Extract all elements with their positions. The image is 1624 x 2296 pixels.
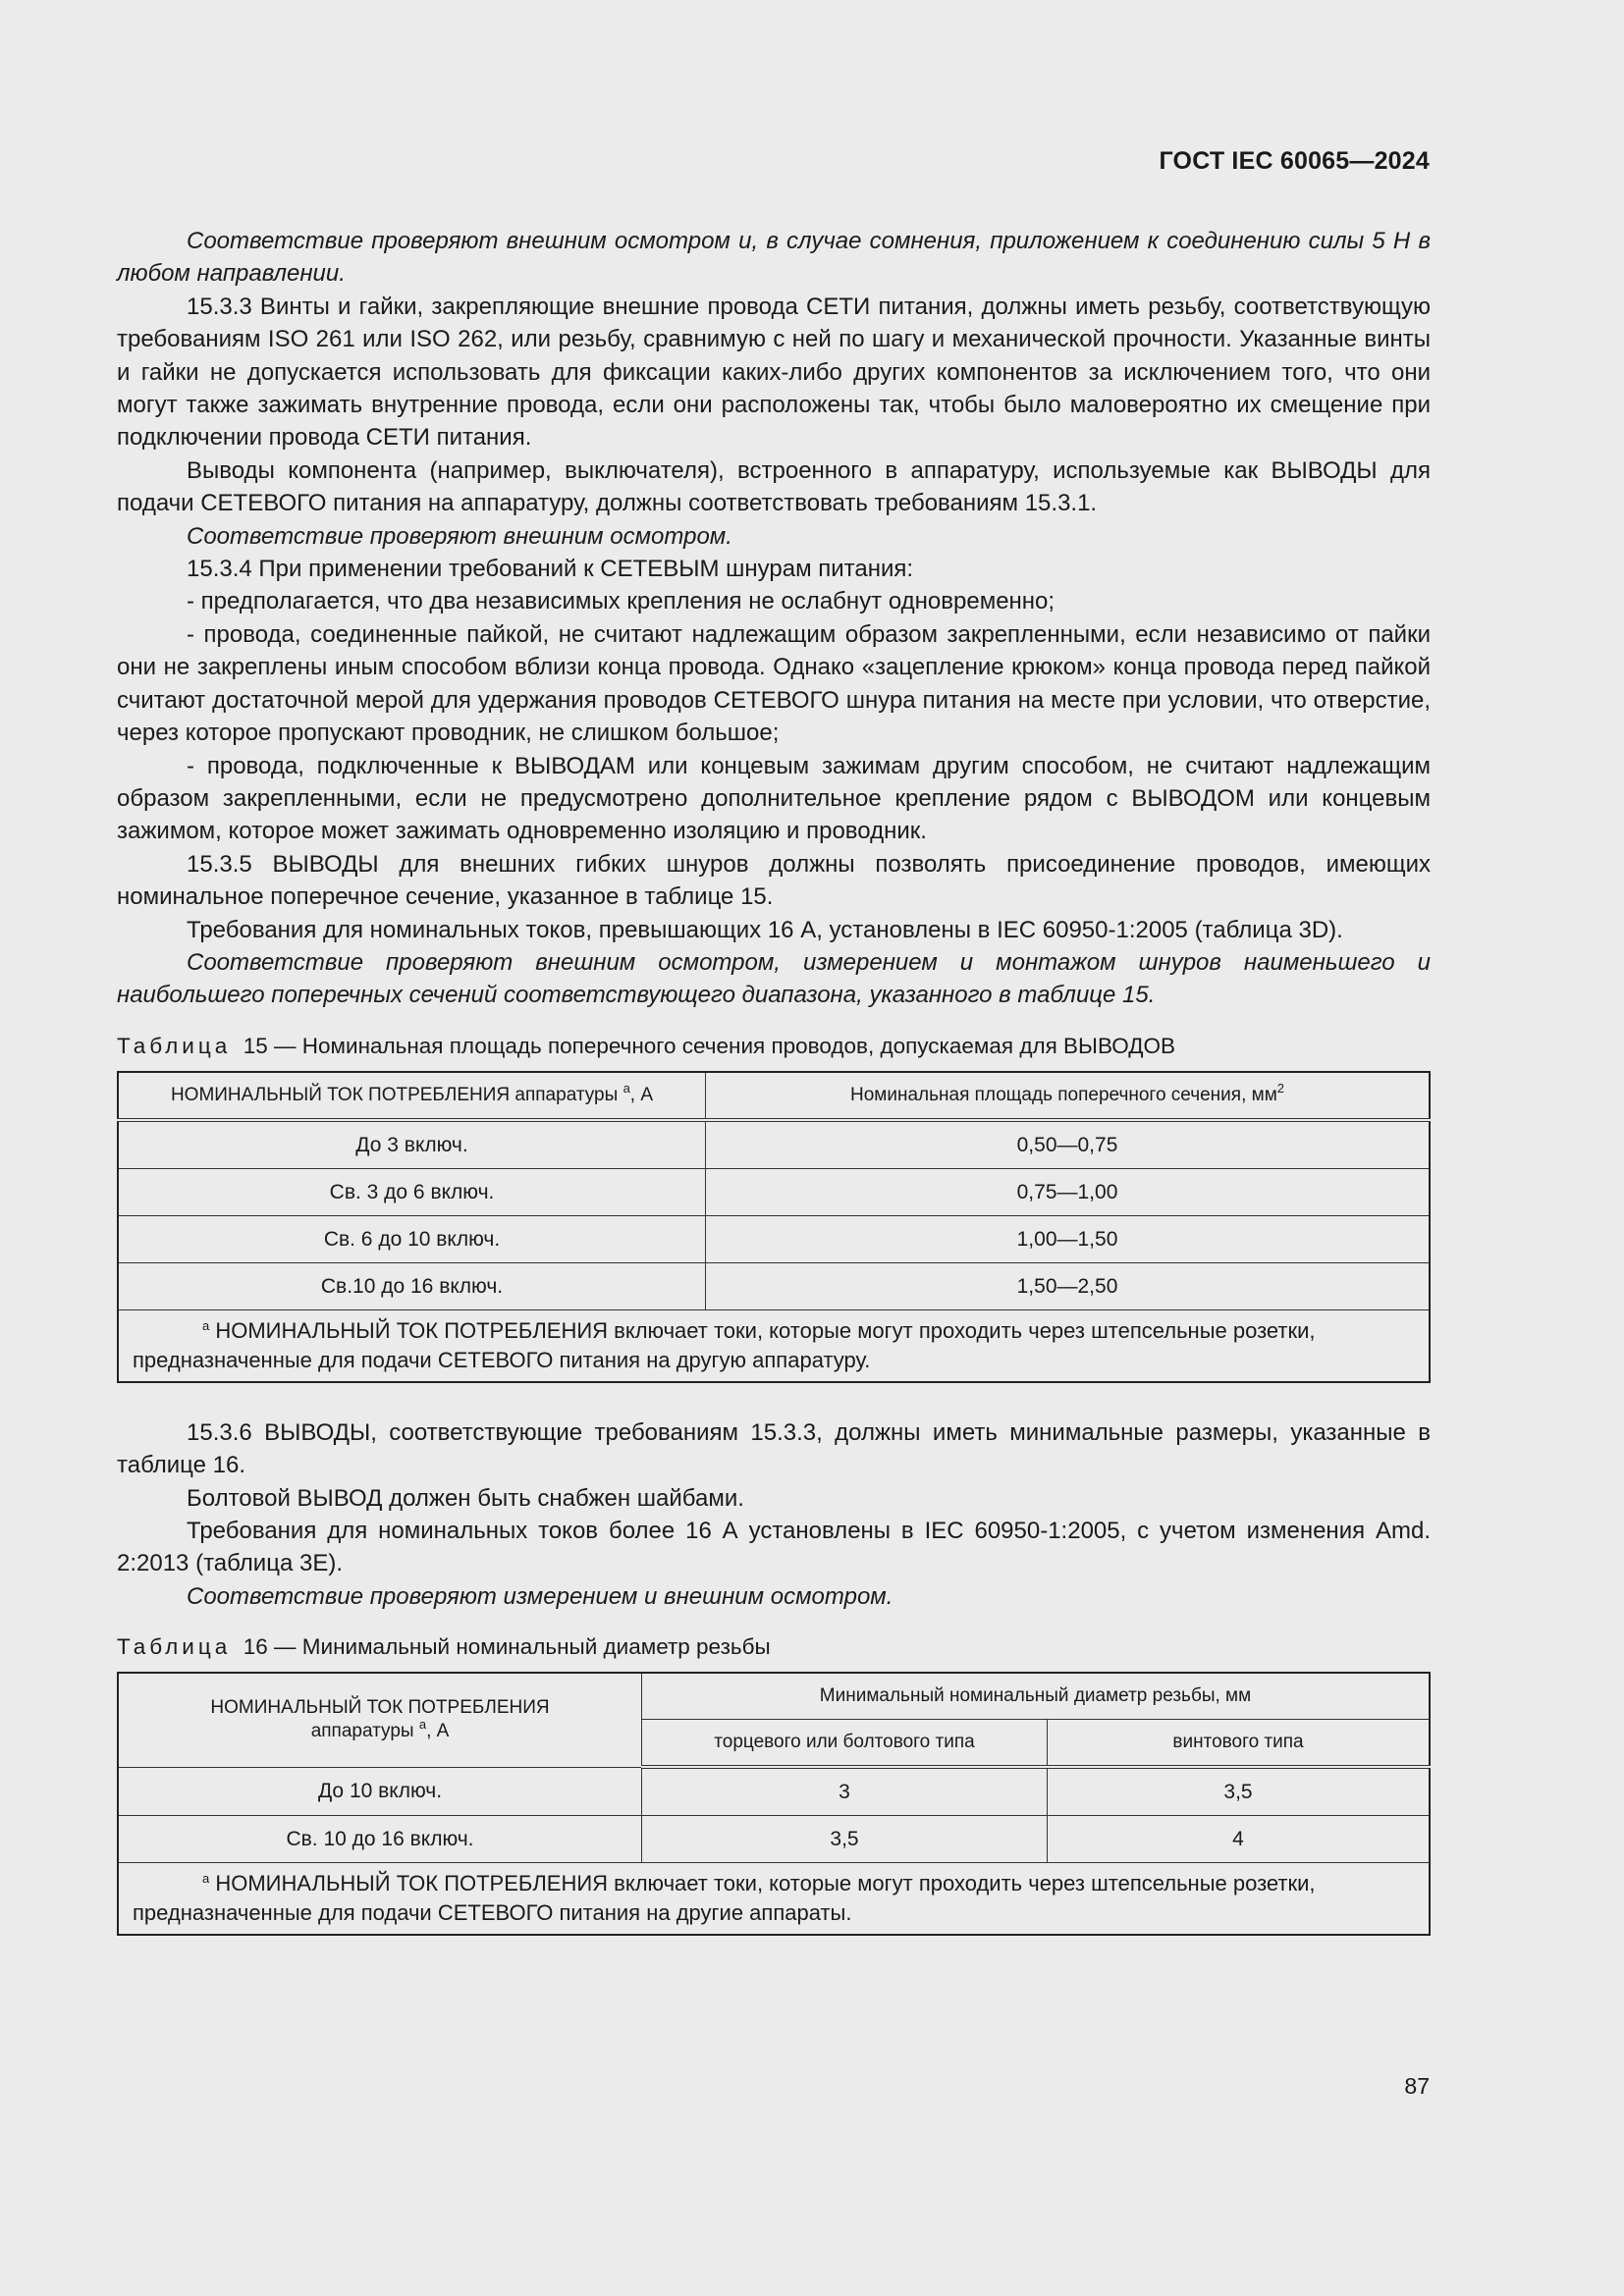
table-row bbox=[118, 1767, 1430, 1816]
table-header-cell: НОМИНАЛЬНЫЙ ТОК ПОТРЕБЛЕНИЯ аппаратуры $^a$, А bbox=[118, 1072, 706, 1120]
table-header-cell: винтового типа bbox=[1048, 1720, 1431, 1768]
table-row bbox=[118, 1816, 1430, 1863]
table-16-caption bbox=[117, 1632, 1431, 1662]
table-row bbox=[118, 1168, 1430, 1215]
paragraph: 15.3.5 ВЫВОДЫ для внешних гибких шнуров должны позволять присоединение проводов, имеющих номинальное поперечное сечение, указанное в таблице 15. bbox=[117, 850, 1431, 911]
table-cell: 3,5 bbox=[642, 1816, 1048, 1863]
page-content bbox=[117, 225, 1431, 1936]
page-number: 87 bbox=[1404, 2073, 1430, 2099]
table-header-cell: НОМИНАЛЬНЫЙ ТОК ПОТРЕБЛЕНИЯ аппаратуры $^a$, А bbox=[118, 1673, 642, 1767]
table-body bbox=[118, 1767, 1430, 1863]
paragraph-group-b bbox=[117, 1416, 1431, 1613]
table-cell: Св. 10 до 16 включ. bbox=[118, 1816, 642, 1863]
table-cell: 3,5 bbox=[1048, 1767, 1431, 1816]
table-15-caption bbox=[117, 1032, 1431, 1061]
paragraph: Соответствие проверяют измерением и внешним осмотром. bbox=[187, 1582, 893, 1610]
table-cell: 1,50—2,50 bbox=[706, 1262, 1431, 1309]
table-cell: Св.10 до 16 включ. bbox=[118, 1262, 706, 1309]
table-caption-text: 15 — Номинальная площадь поперечного сечения проводов, допускаемая для ВЫВОДОВ bbox=[243, 1033, 1175, 1058]
table-cell: До 10 включ. bbox=[118, 1767, 642, 1816]
table-caption-text: 16 — Минимальный номинальный диаметр резьбы bbox=[243, 1634, 771, 1660]
table-header-cell: Минимальный номинальный диаметр резьбы, мм bbox=[642, 1673, 1431, 1720]
paragraph: 15.3.4 При применении требований к СЕТЕВЫМ шнурам питания: bbox=[187, 556, 914, 583]
paragraph: Болтовой ВЫВОД должен быть снабжен шайбами. bbox=[187, 1484, 744, 1512]
table-cell: До 3 включ. bbox=[118, 1120, 706, 1169]
table-row bbox=[118, 1215, 1430, 1262]
paragraph: - провода, соединенные пайкой, не считают надлежащим образом закрепленными, если независимо от пайки они не закреплены иным способом вблизи конца провода. Однако «зацепление крюком» конца провода перед пайкой считают достаточной мерой для удержания проводов СЕТЕВОГО шнура питания на месте при условии, что отверстие, через которое пропускают проводник, не слишком большое; bbox=[117, 620, 1431, 747]
paragraph-group-a bbox=[117, 225, 1431, 1012]
document-id-header: ГОСТ IEC 60065—2024 bbox=[1159, 147, 1430, 175]
paragraph: Соответствие проверяют внешним осмотром и, в случае сомнения, приложением к соединению силы 5 Н в любом направлении. bbox=[117, 228, 1431, 288]
paragraph: Выводы компонента (например, выключателя), встроенного в аппаратуру, используемые как ВЫВОДЫ для подачи СЕТЕВОГО питания на аппаратуру, должны соответствовать требованиям 15.3.1. bbox=[117, 456, 1431, 517]
table-caption-label: Таблица bbox=[117, 1033, 232, 1058]
table-cell: 0,75—1,00 bbox=[706, 1168, 1431, 1215]
table-cell: Св. 3 до 6 включ. bbox=[118, 1168, 706, 1215]
table-cell: Св. 6 до 10 включ. bbox=[118, 1215, 706, 1262]
table-header-cell: Номинальная площадь поперечного сечения, $мм^2$ bbox=[706, 1072, 1431, 1120]
paragraph: Требования для номинальных токов, превышающих 16 А, установлены в IEC 60950-1:2005 (таблица 3D). bbox=[187, 916, 1343, 943]
paragraph: Соответствие проверяют внешним осмотром. bbox=[187, 522, 732, 550]
table-row bbox=[118, 1262, 1430, 1309]
paragraph: Требования для номинальных токов более 16 А установлены в IEC 60950-1:2005, с учетом изменения Amd. 2:2013 (таблица 3E). bbox=[117, 1517, 1431, 1577]
table-16 bbox=[117, 1672, 1431, 1936]
table-row bbox=[118, 1120, 1430, 1169]
paragraph: 15.3.6 ВЫВОДЫ, соответствующие требованиям 15.3.3, должны иметь минимальные размеры, указанные в таблице 16. bbox=[117, 1418, 1431, 1479]
paragraph: 15.3.3 Винты и гайки, закрепляющие внешние провода СЕТИ питания, должны иметь резьбу, соответствующую требованиям ISO 261 или ISO 262, или резьбу, сравнимую с ней по шагу и механической прочности. Указанные винты и гайки не допускается использовать для фиксации каких-либо других компонентов за исключением того, что они могут также зажимать внутренние провода, если они расположены так, чтобы было маловероятно их смещение при подключении провода СЕТИ питания. bbox=[117, 293, 1431, 452]
paragraph: Соответствие проверяют внешним осмотром, измерением и монтажом шнуров наименьшего и наибольшего поперечных сечений соответствующего диапазона, указанного в таблице 15. bbox=[117, 948, 1431, 1009]
table-caption-label: Таблица bbox=[117, 1634, 232, 1660]
table-footnote: $^a$ НОМИНАЛЬНЫЙ ТОК ПОТРЕБЛЕНИЯ включает токи, которые могут проходить через штепсельные розетки, предназначенные для подачи СЕТЕВОГО питания на другие аппараты. bbox=[118, 1863, 1430, 1936]
table-15 bbox=[117, 1071, 1431, 1383]
table-body bbox=[118, 1120, 1430, 1310]
table-cell: 0,50—0,75 bbox=[706, 1120, 1431, 1169]
table-header-cell: торцевого или болтового типа bbox=[642, 1720, 1048, 1768]
table-cell: 3 bbox=[642, 1767, 1048, 1816]
table-footnote: $^a$ НОМИНАЛЬНЫЙ ТОК ПОТРЕБЛЕНИЯ включает токи, которые могут проходить через штепсельные розетки, предназначенные для подачи СЕТЕВОГО питания на другую аппаратуру. bbox=[118, 1309, 1430, 1382]
table-cell: 1,00—1,50 bbox=[706, 1215, 1431, 1262]
table-cell: 4 bbox=[1048, 1816, 1431, 1863]
paragraph: - провода, подключенные к ВЫВОДАМ или концевым зажимам другим способом, не считают надлежащим образом закрепленными, если не предусмотрено дополнительное крепление рядом с ВЫВОДОМ или концевым зажимом, которое может зажимать одновременно изоляцию и проводник. bbox=[117, 752, 1431, 845]
paragraph: - предполагается, что два независимых крепления не ослабнут одновременно; bbox=[187, 588, 1056, 615]
